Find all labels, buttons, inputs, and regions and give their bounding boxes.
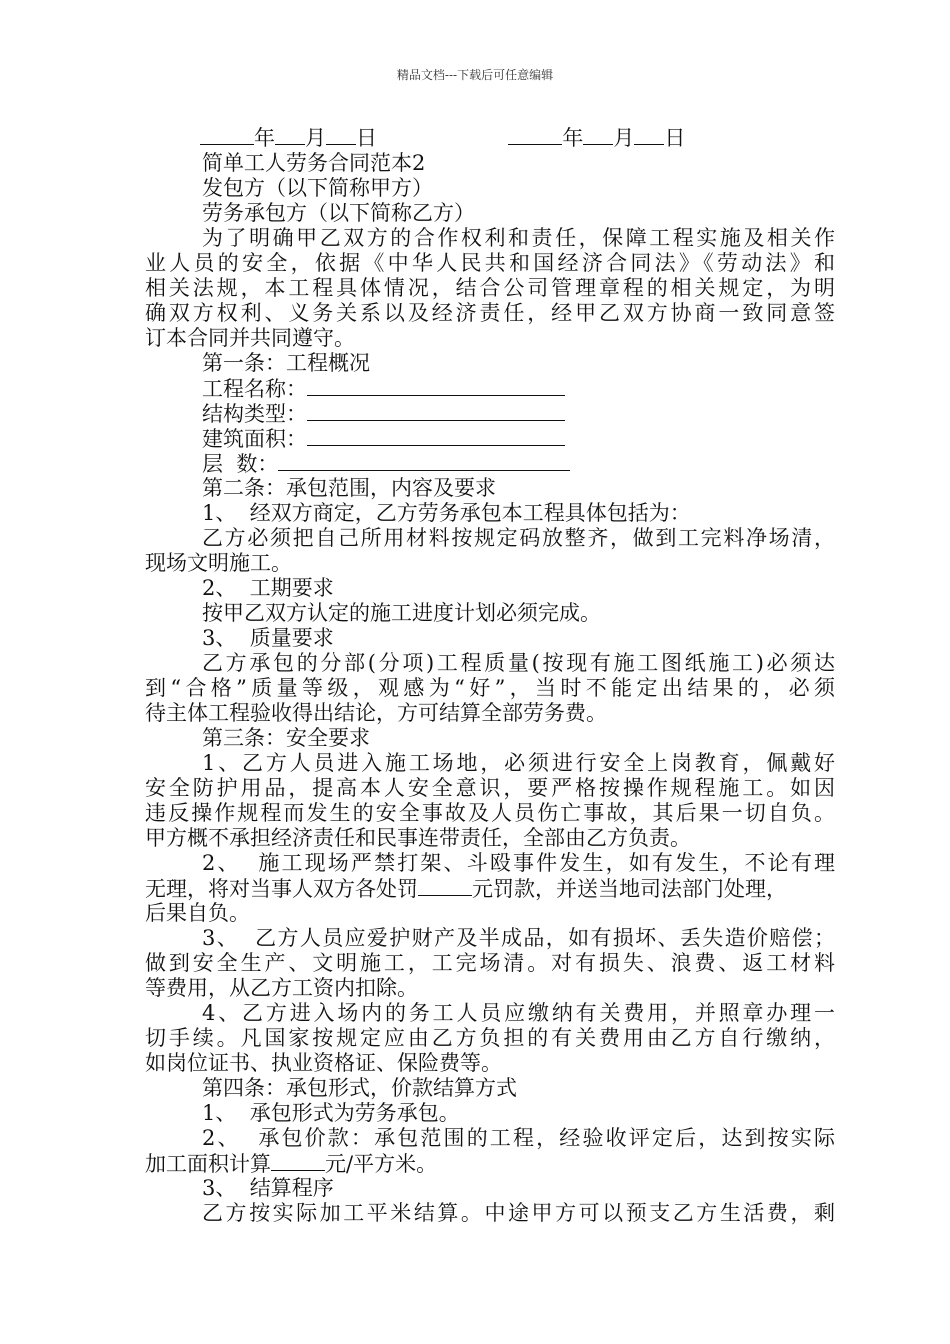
article-4-item-3: 3、 结算程序 xyxy=(202,1176,334,1200)
year-blank-2 xyxy=(508,124,562,145)
floor-area-label: 建筑面积： xyxy=(202,427,307,451)
penalty-text-post: 元罚款，并送当地司法部门处理， xyxy=(472,877,787,901)
structure-type-field xyxy=(145,400,835,426)
structure-type-label: 结构类型： xyxy=(202,402,307,426)
article-3-item-2-text-2 xyxy=(145,875,835,901)
article-4-item-3-text-1: 乙方按实际加工平米结算。中途甲方可以预支乙方生活费，剩 xyxy=(202,1201,835,1225)
month-label-2: 月 xyxy=(613,126,635,150)
penalty-text-pre: 无理，将对当事人双方各处罚 xyxy=(145,877,418,901)
article-2-item-1: 1、 经双方商定，乙方劳务承包本工程具体包括为： xyxy=(202,501,691,525)
month-blank-2 xyxy=(583,124,613,145)
month-label-1: 月 xyxy=(305,126,326,150)
header-note: 精品文档---下载后可任意编辑 xyxy=(396,68,554,82)
floors-blank xyxy=(278,450,570,471)
penalty-amount-blank xyxy=(418,875,472,896)
contract-title: 简单工人劳务合同范本2 xyxy=(202,151,426,175)
price-text-post: 元/平方米。 xyxy=(325,1152,438,1176)
article-3-item-3-text-1: 3、 乙方人员应爱护财产及半成品，如有损坏、丢失造价赔偿； xyxy=(202,926,835,950)
article-2-item-2: 2、 工期要求 xyxy=(202,576,334,600)
article-3-heading: 第三条：安全要求 xyxy=(202,726,370,750)
article-2-item-3-text-1: 乙方承包的分部(分项)工程质量(按现有施工图纸施工)必须达 xyxy=(202,651,835,675)
article-3-item-1-text-1: 1、乙方人员进入施工场地，必须进行安全上岗教育，佩戴好 xyxy=(202,751,835,775)
article-4-item-2-text-1: 2、 承包价款：承包范围的工程，经验收评定后，达到按实际 xyxy=(202,1126,835,1150)
year-label-1: 年 xyxy=(254,126,275,150)
article-2-item-3: 3、 质量要求 xyxy=(202,626,334,650)
intro-line-3: 相关法规，本工程具体情况，结合公司管理章程的相关规定，为明 xyxy=(145,276,835,300)
article-3-item-3-text-2: 做到安全生产、文明施工，工完场清。对有损失、浪费、返工材料 xyxy=(145,951,835,975)
article-2-item-1-text-1: 乙方必须把自己所用材料按规定码放整齐，做到工完料净场清， xyxy=(202,526,835,550)
floor-area-blank xyxy=(307,425,565,446)
day-label-1: 日 xyxy=(356,126,377,150)
intro-line-2: 业人员的安全，依据《中华人民共和国经济合同法》《劳动法》和 xyxy=(145,251,835,275)
project-name-blank xyxy=(307,375,565,396)
project-name-label: 工程名称： xyxy=(202,377,307,401)
year-blank-1 xyxy=(200,124,254,145)
floor-area-field xyxy=(145,425,835,451)
structure-type-blank xyxy=(307,400,565,421)
article-4-item-2-text-2 xyxy=(145,1150,835,1176)
article-3-item-3-text-3: 等费用，从乙方工资内扣除。 xyxy=(145,976,418,1000)
year-label-2: 年 xyxy=(562,126,584,150)
intro-line-1: 为了明确甲乙双方的合作权利和责任，保障工程实施及相关作 xyxy=(202,226,835,250)
intro-line-5: 订本合同并共同遵守。 xyxy=(145,326,355,350)
article-3-item-2-text-1: 2、 施工现场严禁打架、斗殴事件发生，如有发生，不论有理 xyxy=(202,851,835,875)
article-4-item-1: 1、 承包形式为劳务承包。 xyxy=(202,1101,460,1125)
article-3-item-1-text-2: 安全防护用品，提高本人安全意识，要严格按操作规程施工。如因 xyxy=(145,776,835,800)
floors-label: 层 数： xyxy=(202,452,279,476)
article-1-heading: 第一条：工程概况 xyxy=(202,351,370,375)
article-2-item-2-text: 按甲乙双方认定的施工进度计划必须完成。 xyxy=(202,601,601,625)
day-blank-1 xyxy=(326,124,356,145)
price-amount-blank xyxy=(271,1150,325,1171)
article-3-item-4-text-2: 切手续。凡国家按规定应由乙方负担的有关费用由乙方自行缴纳， xyxy=(145,1026,835,1050)
article-3-item-4-text-3: 如岗位证书、执业资格证、保险费等。 xyxy=(145,1051,502,1075)
article-4-heading: 第四条：承包形式，价款结算方式 xyxy=(202,1076,517,1100)
article-3-item-2-text-3: 后果自负。 xyxy=(145,901,250,925)
signature-date-row xyxy=(200,124,720,150)
day-blank-2 xyxy=(634,124,664,145)
article-2-item-1-text-2: 现场文明施工。 xyxy=(145,551,292,575)
price-text-pre: 加工面积计算 xyxy=(145,1152,271,1176)
article-2-item-3-text-2: 到“合格”质量等级，观感为“好”，当时不能定出结果的，必须 xyxy=(145,676,835,700)
article-3-item-4-text-1: 4、乙方进入场内的务工人员应缴纳有关费用，并照章办理一 xyxy=(202,1001,835,1025)
article-2-heading: 第二条：承包范围，内容及要求 xyxy=(202,476,496,500)
month-blank-1 xyxy=(275,124,305,145)
day-label-2: 日 xyxy=(664,126,686,150)
article-3-item-1-text-4: 甲方概不承担经济责任和民事连带责任，全部由乙方负责。 xyxy=(145,826,691,850)
article-3-item-1-text-3: 违反操作规程而发生的安全事故及人员伤亡事故，其后果一切自负。 xyxy=(145,801,835,825)
article-2-item-3-text-3: 待主体工程验收得出结论，方可结算全部劳务费。 xyxy=(145,701,607,725)
project-name-field xyxy=(145,375,835,401)
floors-field xyxy=(145,450,835,476)
intro-line-4: 确双方权利、义务关系以及经济责任，经甲乙双方协商一致同意签 xyxy=(145,301,835,325)
party-b-line: 劳务承包方（以下简称乙方） xyxy=(202,201,475,225)
party-a-line: 发包方（以下简称甲方） xyxy=(202,176,433,200)
